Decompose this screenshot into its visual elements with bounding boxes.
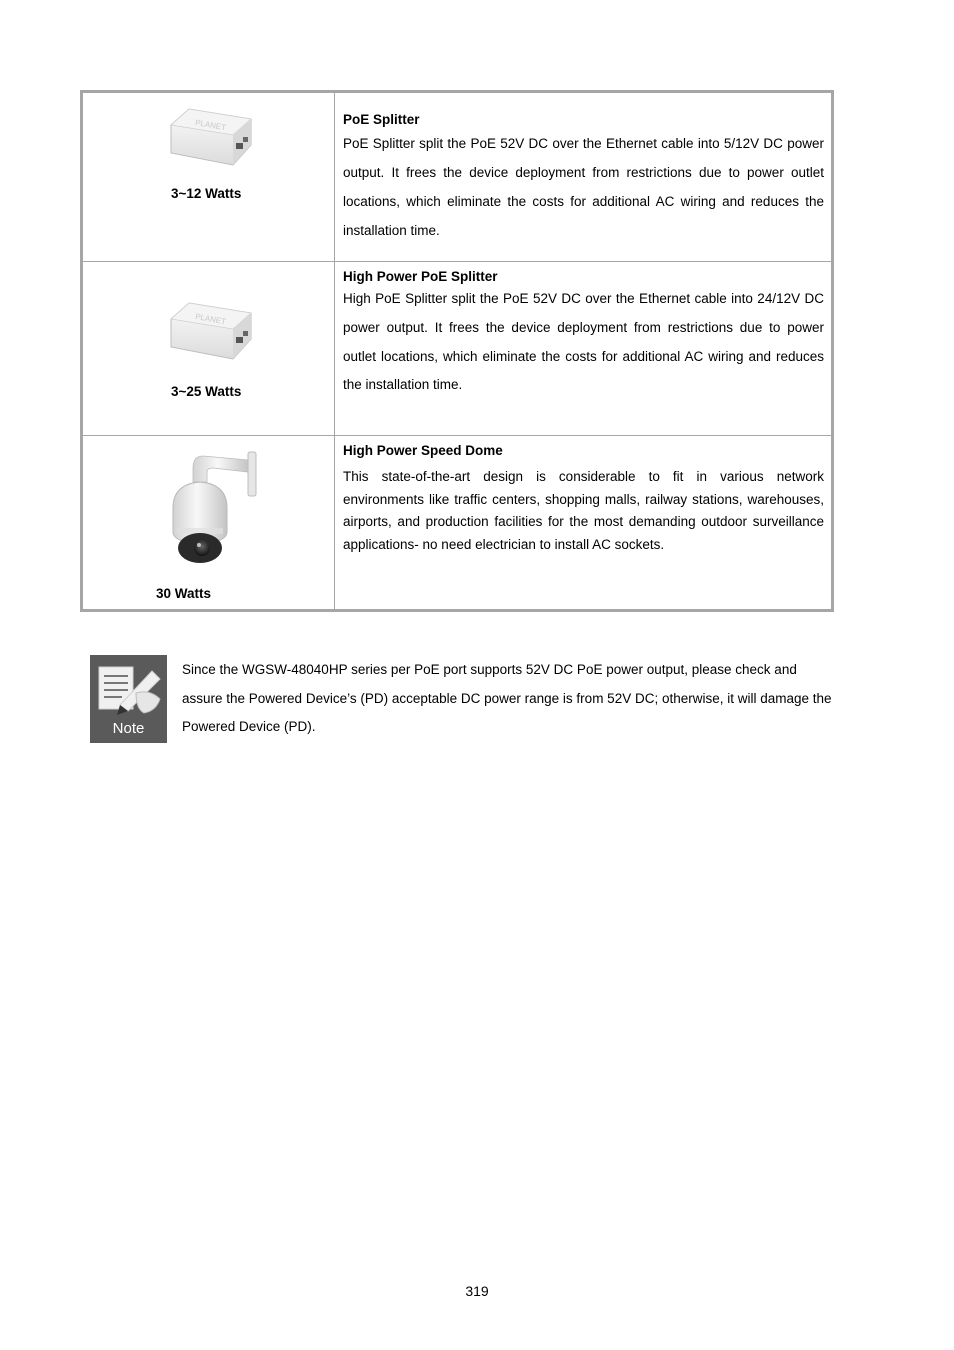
svg-text:Note: Note (112, 720, 145, 737)
power-rating: 3~25 Watts (171, 384, 242, 399)
description-cell (335, 93, 831, 261)
product-description: This state-of-the-art design is considerable to fit in various network environments like traffic centers, shopping malls, railway stations, warehouses, airports, and production facilities for the most demanding outdoor surveillance applications- no need electrician to install AC sockets. (343, 469, 824, 552)
power-rating: 3~12 Watts (171, 186, 242, 201)
poe-splitter-icon (167, 105, 253, 171)
page-number: 319 (465, 1283, 489, 1299)
power-rating: 30 Watts (156, 586, 212, 601)
product-description: PoE Splitter split the PoE 52V DC over the Ethernet cable into 5/12V DC power output. It frees the device deployment from restrictions due to power outlet locations, which eliminate the costs for additional AC wiring and reduces the installation time. (343, 136, 824, 238)
product-title: PoE Splitter (343, 112, 420, 127)
image-cell (83, 93, 335, 261)
note-icon (90, 655, 167, 743)
poe-splitter-icon (167, 299, 253, 365)
description-cell (335, 262, 831, 435)
speed-dome-camera-icon (163, 450, 259, 568)
product-description: High PoE Splitter split the PoE 52V DC over the Ethernet cable into 24/12V DC power output. It frees the device deployment from restrictions due to power outlet locations, which eliminate the costs for additional AC wiring and reduces the installation time. (343, 291, 824, 393)
description-cell (335, 436, 831, 610)
svg-text:PLANET: PLANET (194, 311, 227, 327)
product-title: High Power Speed Dome (343, 443, 503, 458)
table-row (83, 435, 831, 610)
table-row (83, 93, 831, 261)
svg-text:PLANET: PLANET (194, 117, 227, 133)
product-table (80, 90, 834, 612)
image-cell (83, 262, 335, 435)
product-title: High Power PoE Splitter (343, 269, 498, 284)
image-cell (83, 436, 335, 610)
note-text: Since the WGSW-48040HP series per PoE port supports 52V DC PoE power output, please check and assure the Powered Device’s (PD) acceptable DC power range is from 52V DC; otherwise, it will damage the Powered Device (PD). (182, 662, 832, 734)
table-row (83, 261, 831, 435)
